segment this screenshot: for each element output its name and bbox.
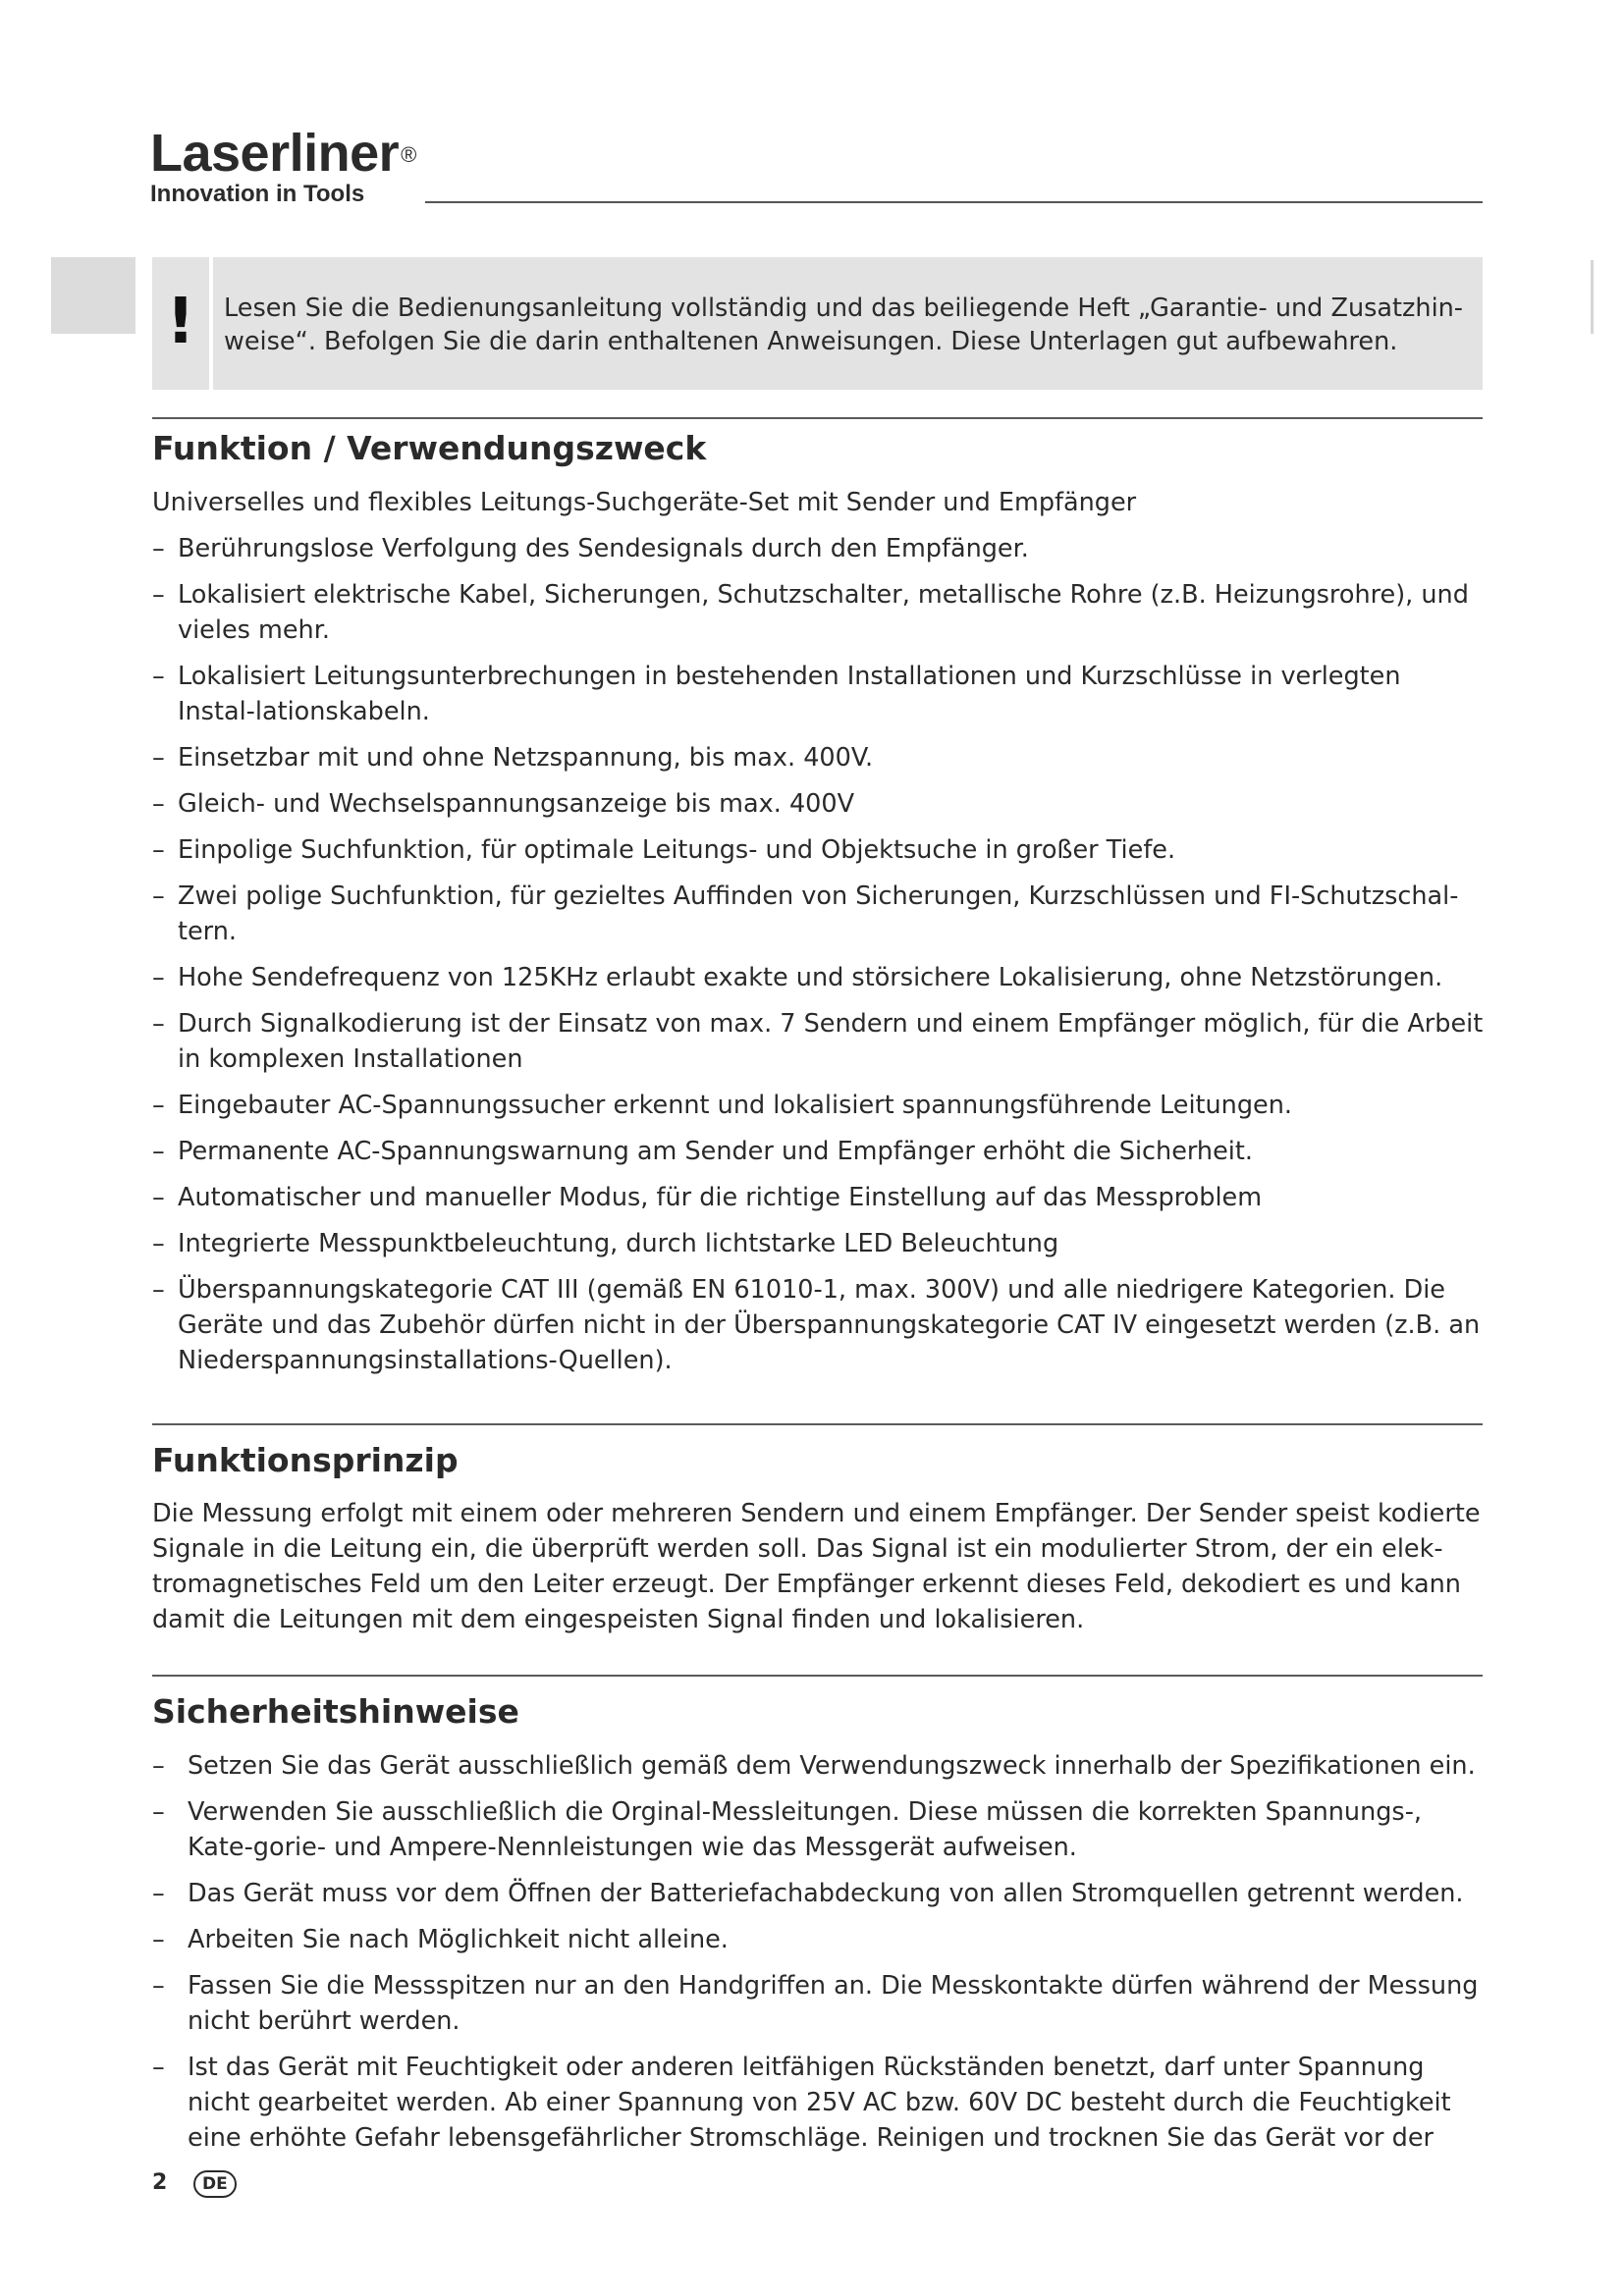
list-item: – Arbeiten Sie nach Möglichkeit nicht alleine.	[152, 1922, 1486, 1957]
funktion-intro: Universelles und flexibles Leitungs-Suchgeräte-Set mit Sender und Empfänger	[152, 488, 1137, 517]
list-item: – Das Gerät muss vor dem Öffnen der Batteriefachabdeckung von allen Stromquellen getrennt werden.	[152, 1876, 1486, 1911]
brand-logo	[150, 126, 416, 208]
page-edge-marker	[1591, 260, 1594, 334]
list-item: – Hohe Sendefrequenz von 125KHz erlaubt exakte und störsichere Lokalisierung, ohne Netzstörungen.	[152, 960, 1486, 995]
list-item: – Verwenden Sie ausschließlich die Orginal-Messleitungen. Diese müssen die korrekten Spannungs-, Kate-gorie- und Ampere-Nennleistungen wie das Messgerät aufweisen.	[152, 1794, 1486, 1865]
list-item: – Setzen Sie das Gerät ausschließlich gemäß dem Verwendungszweck innerhalb der Spezifikationen ein.	[152, 1748, 1486, 1784]
section-divider	[152, 1423, 1483, 1425]
list-item: – Berührungslose Verfolgung des Sendesignals durch den Empfänger.	[152, 531, 1486, 566]
section-heading-sicherheit: Sicherheitshinweise	[152, 1692, 519, 1731]
section-divider	[152, 1675, 1483, 1677]
section-body-prinzip	[152, 1496, 1486, 1637]
list-item: – Zwei polige Suchfunktion, für gezieltes Auffinden von Sicherungen, Kurzschlüssen und FI-Schutzschal-tern.	[152, 879, 1486, 949]
list-item: – Überspannungskategorie CAT III (gemäß EN 61010-1, max. 300V) und alle niedrigere Kategorien. Die Geräte und das Zubehör dürfen nicht in der Überspannungskategorie CAT IV eingesetzt werden (z.B. an Niederspannungsinstallations-Quellen).	[152, 1272, 1486, 1378]
exclamation-icon: !	[166, 286, 195, 358]
language-badge: DE	[193, 2170, 237, 2198]
list-item: – Einsetzbar mit und ohne Netzspannung, bis max. 400V.	[152, 740, 1486, 775]
list-item: – Durch Signalkodierung ist der Einsatz von max. 7 Sendern und einem Empfänger möglich, für die Arbeit in komplexen Installationen	[152, 1006, 1486, 1077]
section-heading-prinzip: Funktionsprinzip	[152, 1441, 459, 1479]
funktion-list	[152, 531, 1486, 1378]
warning-panel	[152, 257, 209, 390]
list-item: – Gleich- und Wechselspannungsanzeige bis max. 400V	[152, 786, 1486, 822]
list-item: – Integrierte Messpunktbeleuchtung, durch lichtstarke LED Beleuchtung	[152, 1226, 1486, 1261]
list-item: – Lokalisiert Leitungsunterbrechungen in bestehenden Installationen und Kurzschlüsse in verlegten Instal-lationskabeln.	[152, 659, 1486, 729]
section-body-funktion	[152, 485, 1486, 1378]
section-heading-funktion: Funktion / Verwendungszweck	[152, 429, 707, 467]
list-item: – Automatischer und manueller Modus, für die richtige Einstellung auf das Messproblem	[152, 1180, 1486, 1215]
chapter-tab-marker	[51, 257, 135, 334]
list-item: – Permanente AC-Spannungswarnung am Sender und Empfänger erhöht die Sicherheit.	[152, 1134, 1486, 1169]
brand-tagline: Innovation in Tools	[150, 181, 365, 207]
header-divider	[425, 201, 1483, 203]
list-item: – Lokalisiert elektrische Kabel, Sicherungen, Schutzschalter, metallische Rohre (z.B. Heizungsrohre), und vieles mehr.	[152, 577, 1486, 648]
page-number: 2	[152, 2170, 168, 2195]
list-item: – Ist das Gerät mit Feuchtigkeit oder anderen leitfähigen Rückständen benetzt, darf unter Spannung nicht gearbeitet werden. Ab einer Spannung von 25V AC bzw. 60V DC besteht durch die Feuchtigkeit eine erhöhte Gefahr lebensgefährlicher Stromschläge. Reinigen und trocknen Sie das Gerät vor der	[152, 2050, 1486, 2156]
prinzip-text: Die Messung erfolgt mit einem oder mehreren Sendern und einem Empfänger. Der Sender speist kodierte Signale in die Leitung ein, die überprüft werden soll. Das Signal ist ein modulierter Strom, der ein elek-tromagnetisches Feld um den Leiter erzeugt. Der Empfänger erkennt dieses Feld, dekodiert es und kann damit die Leitungen mit dem eingespeisten Signal finden und lokalisieren.	[152, 1499, 1481, 1634]
list-item: – Fassen Sie die Messspitzen nur an den Handgriffen an. Die Messkontakte dürfen während der Messung nicht berührt werden.	[152, 1968, 1486, 2039]
notice-text: Lesen Sie die Bedienungsanleitung vollständig und das beiliegende Heft „Garantie- und Zusatzhin-weise“. Befolgen Sie die darin enthaltenen Anweisungen. Diese Unterlagen gut aufbewahren.	[224, 294, 1464, 356]
registered-mark: ®	[401, 142, 416, 167]
sicherheit-list	[152, 1748, 1486, 2156]
list-item: – Einpolige Suchfunktion, für optimale Leitungs- und Objektsuche in großer Tiefe.	[152, 832, 1486, 868]
section-body-sicherheit	[152, 1737, 1486, 2156]
section-divider	[152, 417, 1483, 419]
brand-name: Laserliner®	[150, 124, 416, 183]
page-footer	[152, 2170, 191, 2195]
notice-panel	[213, 257, 1483, 390]
list-item: – Eingebauter AC-Spannungssucher erkennt und lokalisiert spannungsführende Leitungen.	[152, 1088, 1486, 1123]
